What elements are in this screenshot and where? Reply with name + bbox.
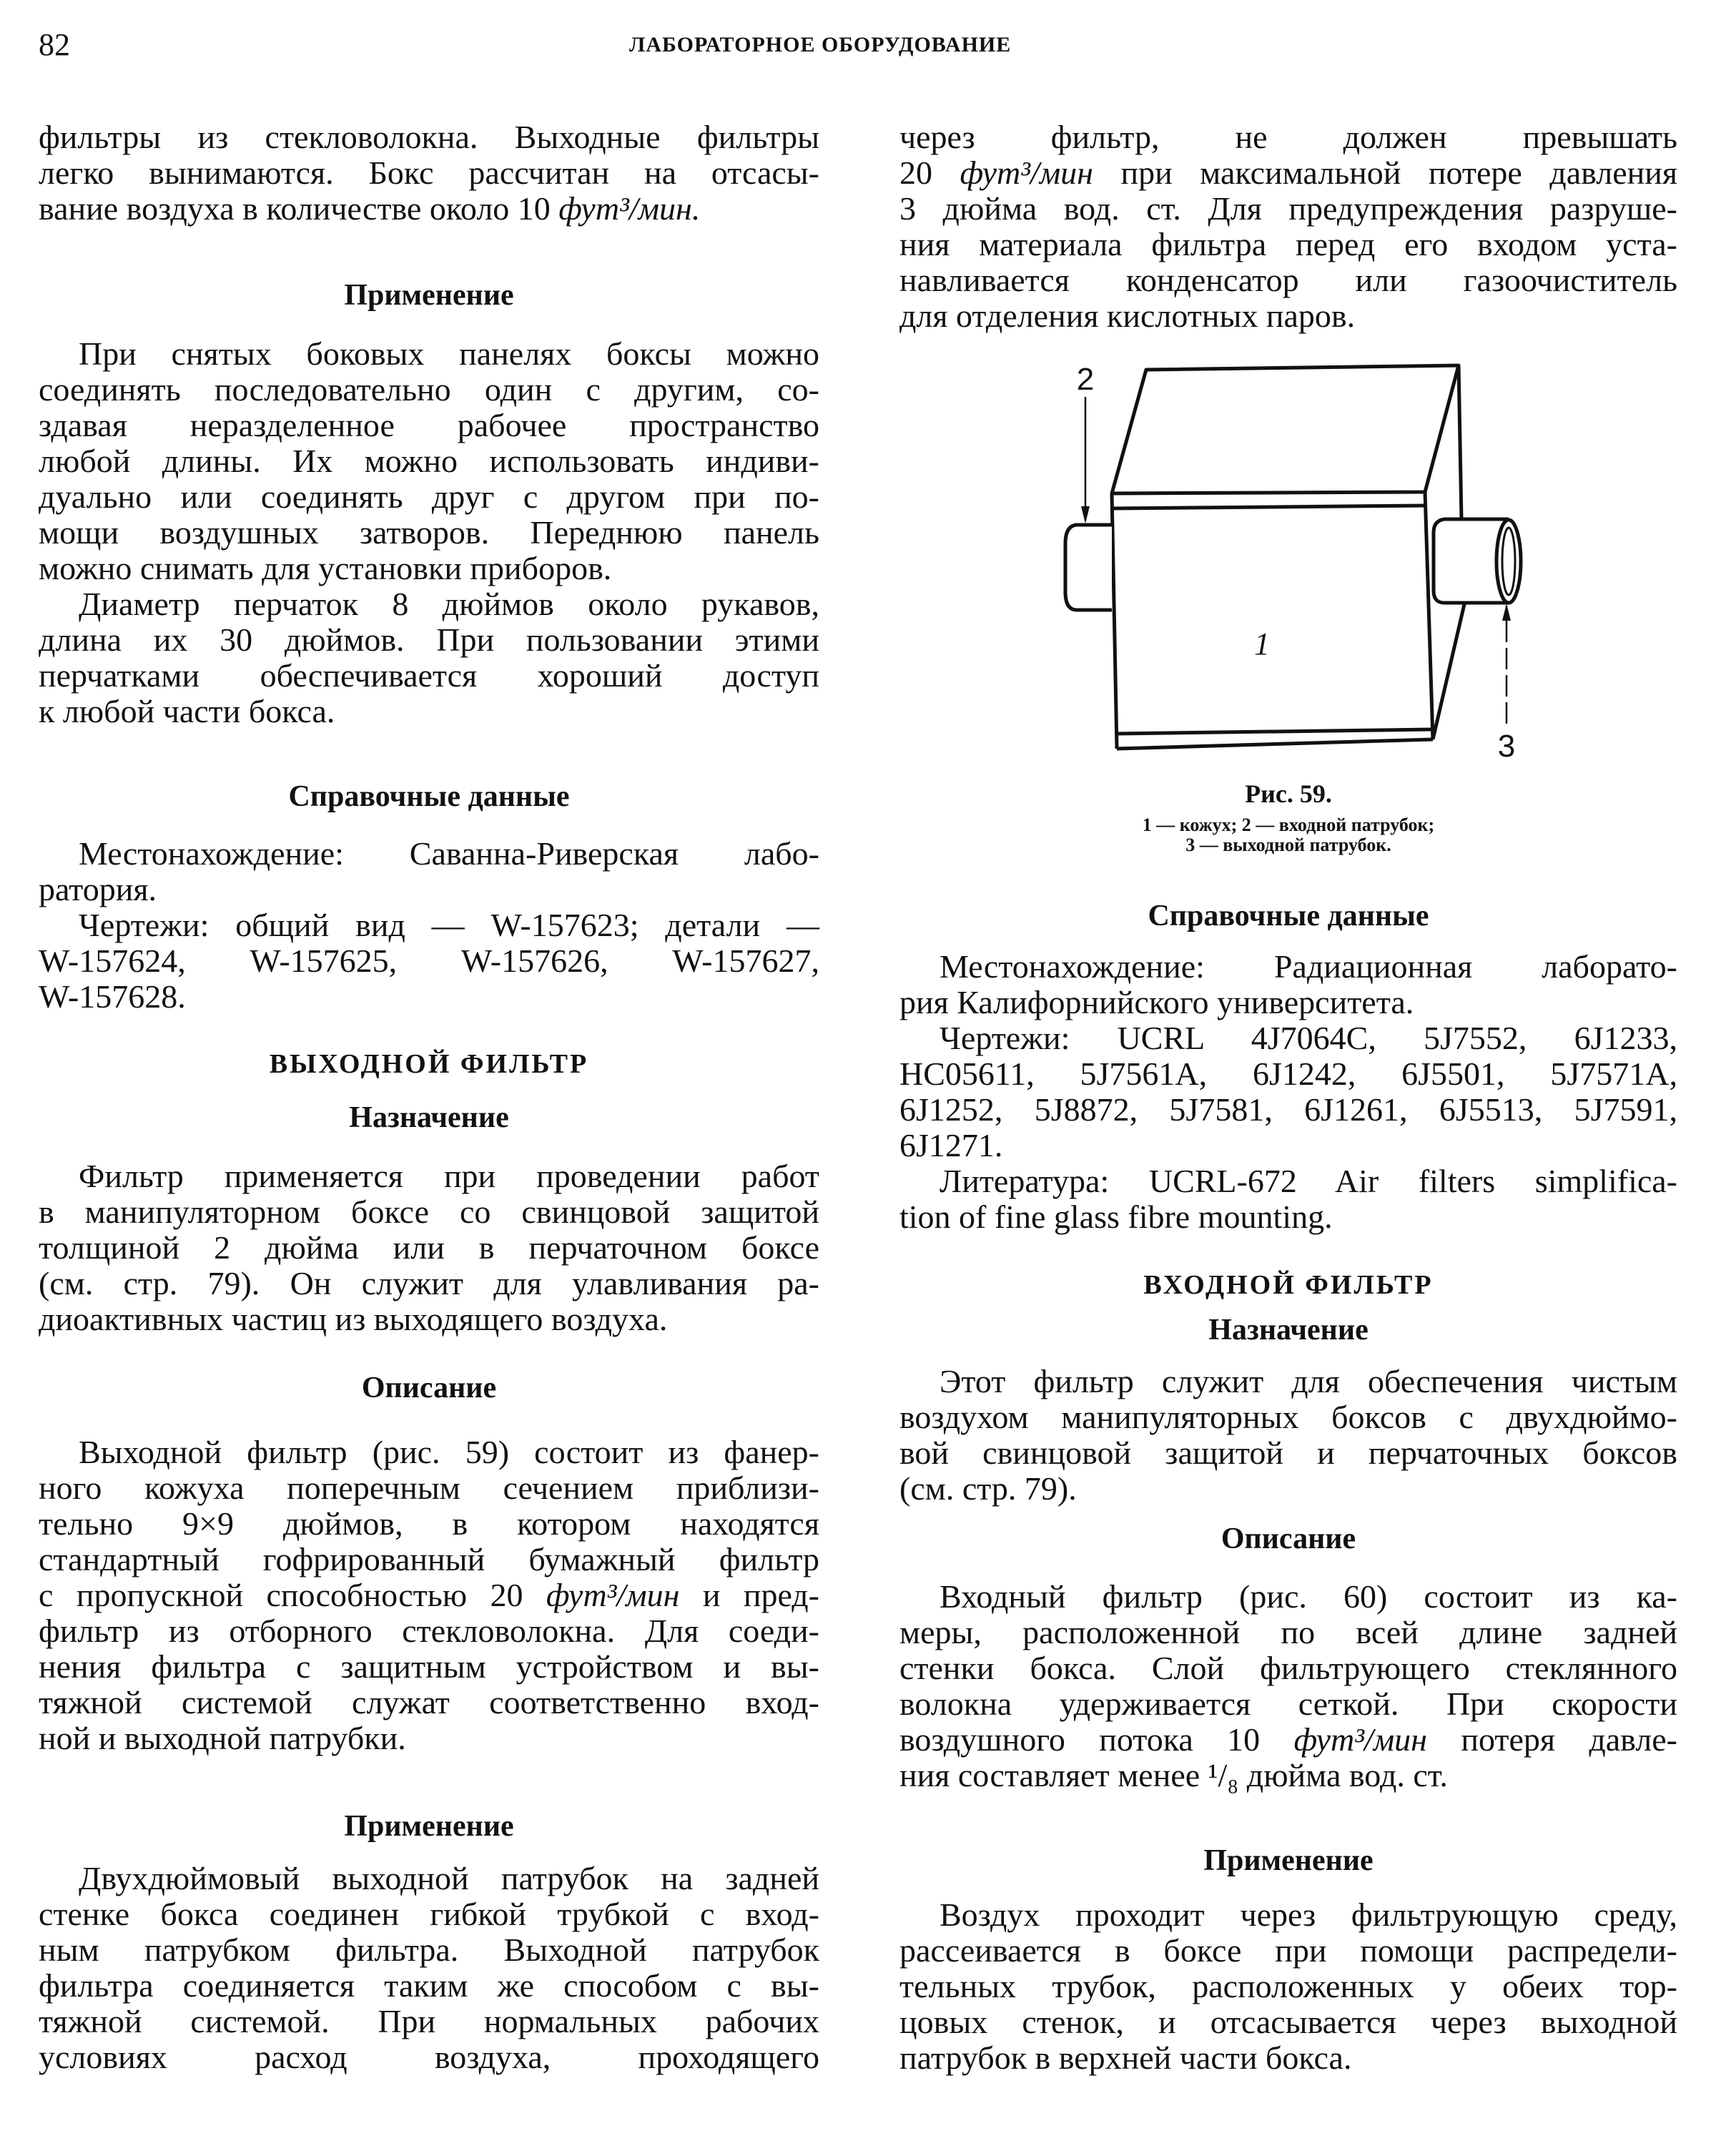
text-span: вание воздуха в количестве около 10 (39, 190, 559, 227)
section-heading: Применение (1203, 1844, 1374, 1877)
chapter-heading: ВХОДНОЙ ФИЛЬТР (1143, 1270, 1434, 1300)
arrow-outlet (1502, 604, 1511, 724)
text-line: можно снимать для установки приборов. (39, 550, 612, 586)
text-line: в манипуляторном боксе со свинцовой защитой (39, 1193, 819, 1230)
text-span: с пропускной способностью 20 (39, 1577, 546, 1613)
text-line: 6J1271. (899, 1127, 1003, 1163)
arrow-inlet (1081, 397, 1090, 523)
label-casing: 1 (1254, 626, 1270, 661)
text-line: Воздух проходит через фильтрующую среду, (940, 1896, 1677, 1933)
text-line: (см. стр. 79). (899, 1470, 1077, 1507)
unit-italic: фут³/мин (960, 154, 1093, 191)
text-line: стандартный гофрированный бумажный фильтр (39, 1541, 819, 1577)
paragraph (39, 1861, 819, 2075)
text-line: (см. стр. 79). Он служит для улавливания ра- (39, 1265, 819, 1301)
text-line: 6J1252, 5J8872, 5J7581, 6J1261, 6J5513, 5J7591, (899, 1091, 1677, 1128)
text-line: любой длины. Их можно использовать индиви- (39, 443, 819, 479)
section-heading: Применение (344, 1810, 514, 1843)
text-line: фильтр из отборного стекловолокна. Для соеди- (39, 1613, 819, 1649)
text-line (39, 191, 819, 227)
text-line: волокна удерживается сеткой. При скорости (899, 1685, 1677, 1722)
paragraph (39, 119, 819, 227)
paragraph (39, 907, 819, 1015)
text-line: толщиной 2 дюйма или в перчаточном боксе (39, 1229, 819, 1266)
text-line: тельно 9×9 дюймов, в котором находятся (39, 1505, 819, 1542)
figure-caption-line: 3 — выходной патрубок. (1185, 835, 1391, 855)
text-line: здавая неразделенное рабочее пространство (39, 407, 819, 443)
page-number: 82 (39, 27, 70, 62)
section-heading: Назначение (349, 1101, 509, 1134)
text-line: W-157628. (39, 978, 186, 1015)
unit-italic: фут³/мин. (558, 190, 701, 227)
text-span: потеря давле- (1427, 1721, 1677, 1758)
text-line (899, 155, 1677, 191)
text-line: через фильтр, не должен превышать (899, 119, 1677, 155)
section-heading: Описание (361, 1372, 497, 1404)
text-line: Литература: UCRL-672 Air filters simplifica- (940, 1163, 1677, 1199)
text-line: ния составляет менее ¹/₈ дюйма вод. ст. (899, 1757, 1448, 1793)
outlet-pipe (1434, 519, 1521, 603)
section-heading: Справочные данные (1148, 900, 1429, 932)
text-line: Диаметр перчаток 8 дюймов около рукавов, (79, 586, 819, 622)
text-line: Местонахождение: Радиационная лаборато- (940, 948, 1677, 985)
text-line: мощи воздушных затворов. Переднюю панель (39, 514, 819, 551)
text-line: тяжной системой. При нормальных рабочих (39, 2003, 819, 2039)
paragraph (899, 119, 1677, 334)
text-line (899, 1722, 1677, 1758)
figure-59-filter-diagram (1030, 343, 1544, 772)
text-line: перчатками обеспечивается хороший доступ (39, 657, 819, 694)
section-heading: Справочные данные (288, 780, 570, 813)
label-outlet: 3 (1497, 729, 1516, 764)
text-line: ным патрубком фильтра. Выходной патрубок (39, 1931, 819, 1968)
text-span: и пред- (679, 1577, 819, 1613)
text-line: фильтра соединяется таким же способом с вы- (39, 1967, 819, 2004)
text-line: к любой части бокса. (39, 693, 335, 729)
text-line: рия Калифорнийского университета. (899, 984, 1414, 1020)
text-line: tion of fine glass fibre mounting. (899, 1198, 1333, 1235)
text-line: навливается конденсатор или газоочиститель (899, 262, 1677, 298)
text-span: 20 (899, 154, 960, 191)
paragraph (899, 949, 1677, 1235)
inlet-pipe (1065, 525, 1112, 610)
text-line: Выходной фильтр (рис. 59) состоит из фанер- (79, 1434, 819, 1470)
text-line: При снятых боковых панелях боксы можно (79, 335, 819, 372)
paragraph (39, 1434, 819, 1756)
text-line: тяжной системой служат соответственно вход- (39, 1684, 819, 1721)
paragraph (899, 1579, 1677, 1793)
chapter-heading: ВЫХОДНОЙ ФИЛЬТР (269, 1049, 589, 1079)
text-line: рассеивается в боксе при помощи распредели- (899, 1932, 1677, 1969)
paragraph (39, 836, 819, 907)
text-line: Входный фильтр (рис. 60) состоит из ка- (940, 1578, 1677, 1615)
text-line: Местонахождение: Саванна-Риверская лабо- (79, 835, 819, 872)
text-line: Этот фильтр служит для обеспечения чистым (940, 1363, 1677, 1399)
text-line: условиях расход воздуха, проходящего (39, 2039, 819, 2075)
text-line: ного кожуха поперечным сечением приблизи- (39, 1470, 819, 1506)
text-line: патрубок в верхней части бокса. (899, 2039, 1352, 2076)
section-heading: Применение (344, 279, 514, 312)
text-line: меры, расположенной по всей длине задней (899, 1614, 1677, 1650)
text-line: Двухдюймовый выходной патрубок на задней (79, 1860, 819, 1896)
text-line: ной и выходной патрубки. (39, 1720, 406, 1756)
unit-italic: фут³/мин (1293, 1721, 1427, 1758)
text-line: для отделения кислотных паров. (899, 297, 1356, 334)
text-line: фильтры из стекловолокна. Выходные фильтры (39, 119, 819, 155)
paragraph (899, 1897, 1677, 2076)
text-span: при максимальной потере давления (1093, 154, 1678, 191)
filter-casing (1112, 365, 1464, 749)
text-line: легко вынимаются. Бокс рассчитан на отсасы- (39, 154, 819, 191)
text-line: тельных трубок, расположенных у обеих тор- (899, 1968, 1677, 2004)
section-heading: Назначение (1208, 1314, 1369, 1347)
text-line: стенке бокса соединен гибкой трубкой с вход- (39, 1896, 819, 1932)
text-line: HC05611, 5J7561A, 6J1242, 6J5501, 5J7571A, (899, 1055, 1677, 1092)
text-line: стенки бокса. Слой фильтрующего стеклянного (899, 1650, 1677, 1686)
text-line (39, 1577, 819, 1613)
text-line: Чертежи: UCRL 4J7064C, 5J7552, 6J1233, (940, 1020, 1677, 1056)
text-line: воздухом манипуляторных боксов с двухдюймо- (899, 1399, 1677, 1435)
text-line: дуально или соединять друг с другом при по- (39, 478, 819, 515)
text-line: нения фильтра с защитным устройством и вы- (39, 1648, 819, 1685)
paragraph (39, 1158, 819, 1337)
unit-italic: фут³/мин (546, 1577, 680, 1613)
text-line: ратория. (39, 871, 157, 907)
paragraph (899, 1364, 1677, 1507)
text-line: W-157624, W-157625, W-157626, W-157627, (39, 942, 819, 979)
text-line: длина их 30 дюймов. При пользовании этими (39, 621, 819, 658)
text-line: вой свинцовой защитой и перчаточных боксов (899, 1434, 1677, 1471)
label-inlet: 2 (1076, 362, 1095, 397)
text-line: ния материала фильтра перед его входом уста- (899, 226, 1677, 262)
text-line: диоактивных частиц из выходящего воздуха. (39, 1301, 668, 1337)
section-heading: Описание (1221, 1522, 1356, 1555)
text-line: 3 дюйма вод. ст. Для предупреждения разруше- (899, 190, 1677, 227)
figure-title: Рис. 59. (1245, 779, 1332, 808)
running-title: ЛАБОРАТОРНОЕ ОБОРУДОВАНИЕ (629, 33, 1012, 56)
text-line: Фильтр применяется при проведении работ (79, 1158, 819, 1194)
paragraph (39, 336, 819, 586)
text-line: Чертежи: общий вид — W-157623; детали — (79, 907, 819, 943)
text-line: соединять последовательно один с другим, со- (39, 371, 819, 408)
text-line: цовых стенок, и отсасывается через выходной (899, 2004, 1677, 2040)
text-span: воздушного потока 10 (899, 1721, 1294, 1758)
figure-caption-line: 1 — кожух; 2 — входной патрубок; (1142, 814, 1435, 835)
paragraph (39, 586, 819, 729)
